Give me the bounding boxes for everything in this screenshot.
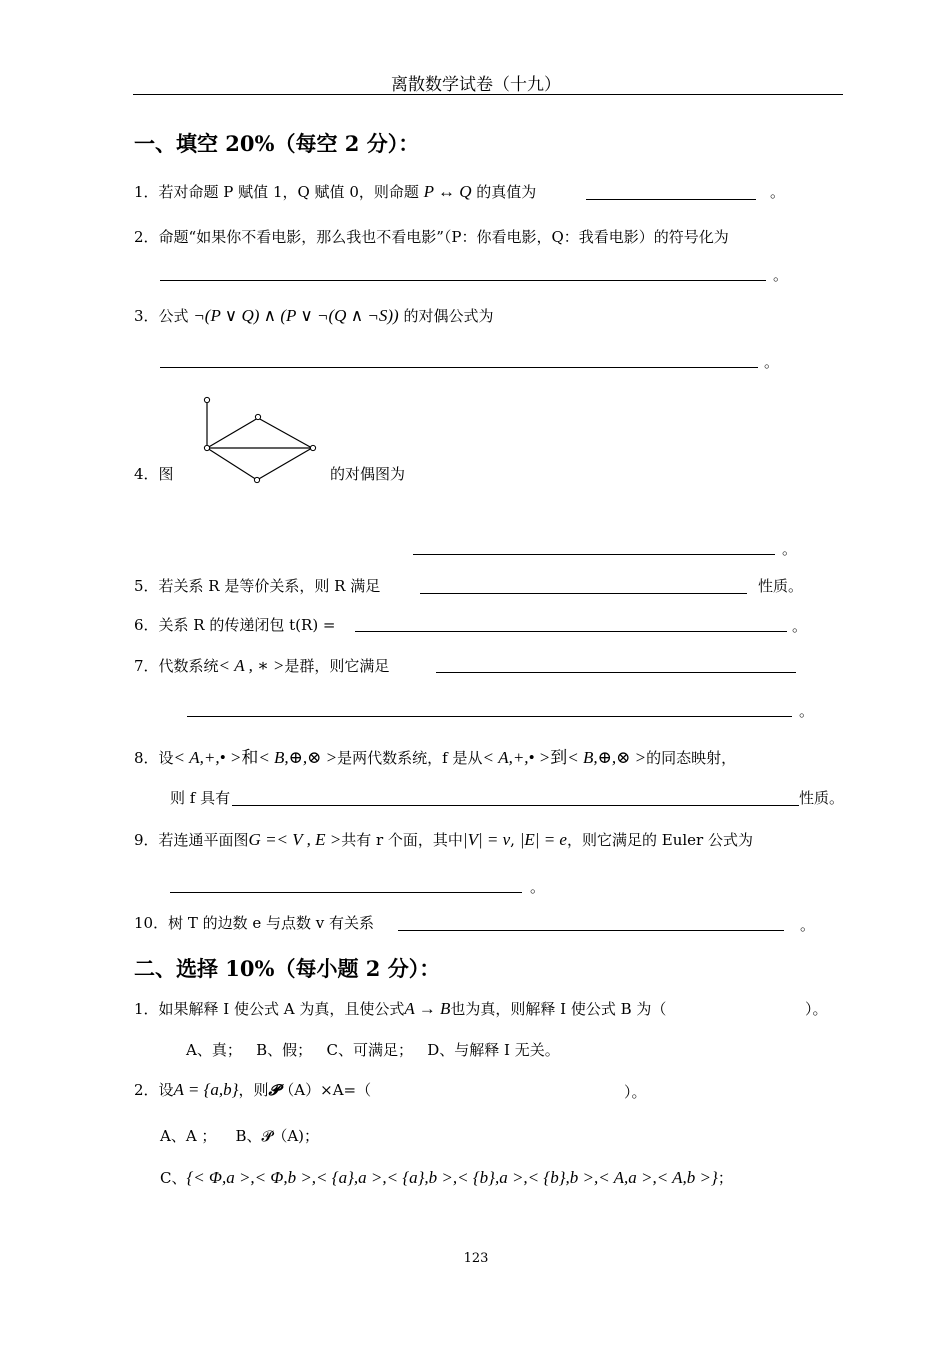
q8-answer-line[interactable]	[232, 805, 799, 806]
s2-q2-formula: A = {a,b}	[173, 1080, 239, 1099]
q3-formula: ¬(P ∨ Q) ∧ (P ∨ ¬(Q ∧ ¬S))	[193, 306, 399, 325]
q8-f2: < B,⊕,⊗ >	[258, 748, 338, 767]
s2-q2-option-c	[160, 1167, 733, 1188]
q8-line1	[134, 743, 736, 768]
q8-mid3: 到	[550, 748, 568, 767]
q8-post: 的同态映射，	[646, 749, 737, 767]
q1-post: 的真值为	[476, 183, 537, 201]
q10-pre: 10．树 T 的边数 e 与点数 v 有关系	[134, 914, 375, 932]
q7-formula: < A , ∗ >	[218, 656, 285, 675]
q8-mid1: 和	[241, 748, 259, 767]
section1-title: 一、填空 20%（每空 2 分）：	[134, 131, 420, 156]
q2-end: 。	[773, 266, 789, 284]
graph-edge	[207, 418, 258, 448]
s2-q1-close: ）。	[805, 1000, 828, 1018]
s2-q1-pre: 1．如果解释 I 使公式 A 为真，且使公式	[134, 1000, 405, 1018]
q4-answer-line[interactable]	[413, 554, 775, 555]
q1-formula: P ↔ Q	[423, 182, 472, 201]
q4-post: 的对偶图为	[330, 465, 406, 483]
q10-answer-line[interactable]	[398, 930, 784, 931]
q4-end: 。	[782, 540, 798, 558]
q8-line2-post: 性质。	[799, 789, 845, 807]
q8-mid2: 是两代数系统，f 是从	[337, 749, 483, 767]
s2-q1-options: A、真； B、假； C、可满足； D、与解释 I 无关。	[186, 1041, 560, 1059]
q4-pre: 4．图	[134, 465, 174, 483]
graph-edge	[258, 418, 312, 448]
q2-text: 2．命题“如果你不看电影，那么我也不看电影”（P：你看电影，Q：我看电影）的符号化为	[134, 228, 729, 246]
s2-q2-options-ab: A、A ； B、𝓟（A)；	[160, 1127, 320, 1145]
q5-post: 性质。	[758, 577, 804, 595]
graph-vertex	[255, 414, 260, 419]
q10-end: 。	[800, 916, 816, 934]
page-number: 123	[463, 1251, 489, 1266]
s2-q2-option-c-set: {< Φ,a >,< Φ,b >,< {a},a >,< {a},b >,< {b},a >,< {b},b >,< A,a >,< A,b >}	[186, 1168, 718, 1187]
q9-pre: 9．若连通平面图	[134, 831, 249, 849]
q7-answer-line-1[interactable]	[436, 672, 796, 673]
s2-q2	[134, 1079, 371, 1100]
q9-f3: |E| = e	[519, 830, 567, 849]
graph-vertex	[204, 445, 209, 450]
q7-end: 。	[799, 702, 815, 720]
q8-f4: < B,⊕,⊗ >	[567, 748, 647, 767]
q7-answer-line-2[interactable]	[187, 716, 792, 717]
q1	[134, 181, 536, 202]
q9-sep: ,	[510, 831, 515, 849]
graph-vertex	[310, 445, 315, 450]
s2-q2-power-set-symbol: 𝓟	[268, 1081, 280, 1099]
s2-q1-post: 也为真，则解释 I 使公式 B 为（	[450, 1000, 667, 1018]
q9-post: ，则它满足的 Euler 公式为	[566, 831, 753, 849]
header-rule	[133, 94, 843, 95]
q9-end: 。	[530, 878, 546, 896]
graph-edge	[257, 448, 312, 480]
s2-q2-post2: （A）×A=（	[279, 1081, 372, 1099]
graph-vertex	[254, 477, 259, 482]
q8-f3: < A,+,• >	[482, 748, 551, 767]
graph-edge	[207, 448, 257, 480]
q7-post: 是群，则它满足	[284, 657, 390, 675]
q9-f2: |V| = v	[462, 830, 511, 849]
q8-line2-pre: 则 f 具有	[170, 789, 231, 807]
s2-q2-option-c-label: C、	[160, 1169, 187, 1187]
q2-answer-line[interactable]	[160, 280, 766, 281]
q8-f1: < A,+,• >	[173, 748, 242, 767]
q3-end: 。	[764, 353, 780, 371]
q3	[134, 305, 494, 326]
q9	[134, 829, 753, 850]
s2-q1-formula: A → B	[404, 999, 451, 1018]
q6-end: 。	[792, 617, 808, 635]
q6-pre: 6．关系 R 的传递闭包 t(R) =	[134, 616, 336, 634]
page-header-title: 离散数学试卷（十九）	[391, 75, 561, 95]
s2-q1	[134, 998, 666, 1019]
q7-pre: 7．代数系统	[134, 657, 219, 675]
q9-mid1: 共有 r 个面，其中	[341, 831, 463, 849]
q8-pre: 8．设	[134, 749, 174, 767]
q9-f1: G =< V , E >	[248, 830, 342, 849]
q3-post: 的对偶公式为	[403, 307, 494, 325]
graph-vertex	[204, 397, 209, 402]
s2-q2-option-c-end: ；	[717, 1169, 733, 1187]
q6-answer-line[interactable]	[355, 631, 787, 632]
q1-end: 。	[770, 183, 786, 201]
s2-q2-pre: 2．设	[134, 1081, 174, 1099]
q1-answer-line[interactable]	[586, 199, 756, 200]
s2-q2-post: ，则	[238, 1081, 269, 1099]
q3-answer-line[interactable]	[160, 367, 758, 368]
q7	[134, 655, 389, 676]
q4-graph-figure	[196, 392, 322, 486]
q9-answer-line[interactable]	[170, 892, 522, 893]
s2-q2-close: ）。	[624, 1083, 647, 1101]
q5-pre: 5．若关系 R 是等价关系，则 R 满足	[134, 577, 381, 595]
section2-title: 二、选择 10%（每小题 2 分）：	[134, 956, 441, 981]
q3-pre: 3．公式	[134, 307, 189, 325]
q1-pre: 1．若对命题 P 赋值 1，Q 赋值 0，则命题	[134, 183, 419, 201]
q5-answer-line[interactable]	[420, 593, 747, 594]
